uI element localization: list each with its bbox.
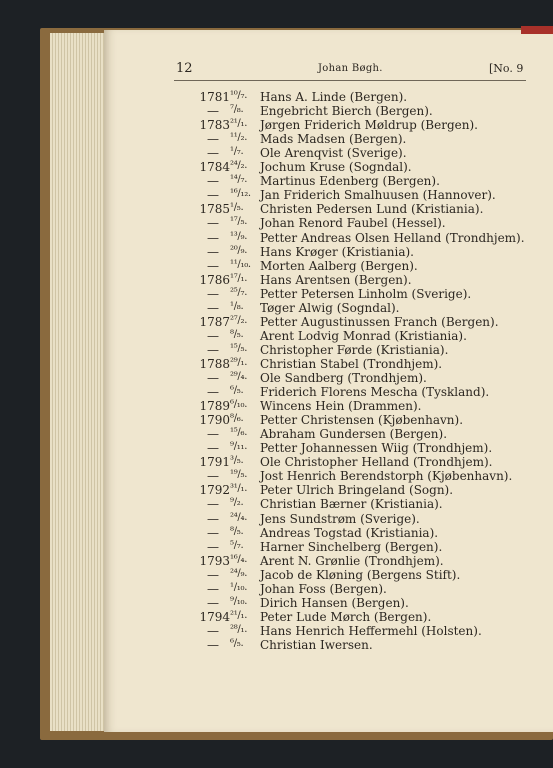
entry-date: ⁶/₅. [230, 637, 244, 649]
entry-date: ²¹/₁. [230, 118, 248, 130]
entry-date: ²⁴/₉. [230, 567, 248, 579]
entry-name: Hans Henrich Heffermehl (Holsten). [260, 623, 482, 638]
entry-date: ⁸/₅. [230, 525, 244, 537]
entry-name: Harner Sinchelberg (Bergen). [260, 539, 443, 554]
entry-date: ⁶/₁₀. [230, 399, 248, 411]
entry-year: — [207, 328, 219, 343]
entry-name: Wincens Hein (Drammen). [260, 399, 422, 414]
entry-date: ¹⁷/₁. [230, 272, 248, 284]
entry-name: Martinus Edenberg (Bergen). [260, 174, 440, 189]
entry-name: Andreas Togstad (Kristiania). [260, 525, 439, 540]
entry-date: ¹⁰/₇. [230, 90, 248, 101]
entry-name: Petter Petersen Linholm (Sverige). [260, 286, 472, 301]
entry-year: — [207, 132, 219, 147]
entry-name: Engebricht Bierch (Bergen). [260, 104, 433, 119]
entry-year: 1786 [199, 272, 230, 287]
entry-date: ³¹/₁. [230, 483, 248, 495]
entry-year: 1794 [199, 609, 230, 624]
entry-year: 1788 [199, 356, 230, 371]
entry-name: Peter Ulrich Bringeland (Sogn). [260, 483, 454, 498]
page-edges [50, 33, 108, 731]
entry-name: Petter Johannessen Wiig (Trondhjem). [260, 441, 493, 456]
entry-year: — [207, 581, 219, 596]
entry-name: Friderich Florens Mescha (Tyskland). [260, 385, 490, 400]
entry-date: ⁹/₁₀. [230, 595, 248, 607]
entry-year: 1783 [199, 118, 230, 133]
entry-date: ¹/₇. [230, 146, 244, 158]
entry-date: ³/₅. [230, 455, 244, 467]
entry-name: Jost Henrich Berendstorph (Kjøbenhavn). [260, 469, 513, 484]
entry-name: Petter Andreas Olsen Helland (Trondhjem). [260, 230, 525, 245]
entry-year: 1781 [199, 90, 230, 104]
entry-year: 1791 [199, 455, 230, 470]
entry-year: — [207, 188, 219, 203]
entry-name: Hans Arentsen (Bergen). [260, 272, 412, 287]
entry-name: Christian Iwersen. [260, 637, 373, 652]
entry-year: 1792 [199, 483, 230, 498]
entry-year: — [207, 637, 219, 652]
entry-date: ¹³/₉. [230, 230, 248, 242]
entry-name: Hans A. Linde (Bergen). [260, 90, 408, 104]
entry-year: — [207, 595, 219, 610]
entry-year: — [207, 216, 219, 231]
entry-date: ¹/₈. [230, 300, 244, 312]
entry-year: — [207, 539, 219, 554]
entry-name: Mads Madsen (Bergen). [260, 132, 407, 147]
entry-name: Dirich Hansen (Bergen). [260, 595, 409, 610]
entry-name: Petter Augustinussen Franch (Bergen). [260, 314, 499, 329]
page-marker-tab [521, 26, 553, 34]
entry-name: Jens Sundstrøm (Sverige). [260, 511, 420, 526]
entry-year: 1787 [199, 314, 230, 329]
entry-year: 1785 [199, 202, 230, 217]
page-number: 12 [176, 61, 193, 76]
entry-date: ¹⁴/₇. [230, 174, 248, 186]
entry-date: ¹⁵/₆. [230, 427, 248, 439]
entry-year: — [207, 567, 219, 582]
entry-date: ⁹/₁₁. [230, 441, 248, 453]
entry-name: Christopher Førde (Kristiania). [260, 342, 449, 357]
entry-year: 1790 [199, 413, 230, 428]
entry-year: — [207, 511, 219, 526]
entry-year: — [207, 342, 219, 357]
entry-name: Abraham Gundersen (Bergen). [260, 427, 448, 442]
entry-year: — [207, 230, 219, 245]
entry-date: ⁹/₂. [230, 497, 244, 509]
entry-date: ¹/₁₀. [230, 581, 248, 593]
entry-year: — [207, 623, 219, 638]
entry-name: Jørgen Friderich Møldrup (Bergen). [260, 118, 478, 133]
entry-date: ²⁴/₄. [230, 511, 248, 523]
entry-year: — [207, 174, 219, 189]
entry-date: ¹⁶/₁₂. [230, 188, 251, 200]
entry-name: Christen Pedersen Lund (Kristiania). [260, 202, 484, 217]
entry-date: ¹/₅. [230, 202, 244, 214]
entry-date: ²⁹/₁. [230, 356, 248, 368]
running-title: Johan Bøgh. [318, 63, 383, 74]
entry-year: — [207, 371, 219, 385]
entry-year: — [207, 441, 219, 456]
entry-name: Christian Bærner (Kristiania). [260, 497, 443, 512]
entry-name: Petter Christensen (Kjøbenhavn). [260, 413, 464, 428]
section-number: [No. 9 [489, 62, 524, 75]
entry-date: ⁶/₅. [230, 385, 244, 397]
entry-name: Morten Aalberg (Bergen). [260, 258, 418, 273]
entry-date: ⁸/₆. [230, 413, 244, 425]
entry-name: Jan Friderich Smalhuusen (Hannover). [260, 188, 496, 203]
entry-date: ¹¹/₂. [230, 132, 248, 144]
entry-date: ²⁸/₁. [230, 623, 248, 635]
entry-name: Tøger Alwig (Sogndal). [260, 300, 400, 315]
header-rule [174, 80, 526, 81]
entry-date: ²⁰/₉. [230, 244, 248, 256]
entry-date: ²⁴/₂. [230, 160, 248, 172]
entry-name: Jochum Kruse (Sogndal). [260, 160, 412, 175]
entry-name: Arent Lodvig Monrad (Kristiania). [260, 328, 467, 343]
entry-year: 1789 [199, 399, 230, 414]
entry-name: Jacob de Kløning (Bergens Stift). [260, 567, 461, 582]
entry-name: Ole Sandberg (Trondhjem). [260, 371, 427, 385]
entry-year: — [207, 497, 219, 512]
entry-name: Hans Krøger (Kristiania). [260, 244, 414, 259]
entry-date: ²⁹/₄. [230, 371, 248, 382]
entry-name: Ole Arenqvist (Sverige). [260, 146, 407, 161]
entry-year: — [207, 244, 219, 259]
entry-year: — [207, 146, 219, 161]
entry-date: ¹⁶/₄. [230, 553, 248, 565]
entry-year: — [207, 104, 219, 119]
entry-date: ²⁵/₇. [230, 286, 248, 298]
entry-date: ⁷/₈. [230, 104, 244, 116]
entry-date: ¹⁷/₅. [230, 216, 248, 228]
entry-year: — [207, 385, 219, 400]
entry-name: Ole Christopher Helland (Trondhjem). [260, 455, 493, 470]
entry-year: 1784 [199, 160, 230, 175]
entry-name: Johan Foss (Bergen). [260, 581, 387, 596]
entry-year: — [207, 469, 219, 484]
entry-date: ⁸/₅. [230, 328, 244, 340]
entry-name: Peter Lude Mørch (Bergen). [260, 609, 432, 624]
entry-date: ¹¹/₁₀. [230, 258, 251, 270]
entry-year: — [207, 427, 219, 442]
entry-date: ²⁷/₂. [230, 314, 248, 326]
entry-date: ¹⁵/₅. [230, 342, 248, 354]
entry-date: ⁵/₇. [230, 539, 244, 551]
entry-year: — [207, 300, 219, 315]
entry-name: Johan Renord Faubel (Hessel). [260, 216, 446, 231]
entry-date: ²¹/₁. [230, 609, 248, 621]
entry-date: ¹⁹/₅. [230, 469, 248, 481]
entry-name: Christian Stabel (Trondhjem). [260, 356, 443, 371]
entry-year: — [207, 258, 219, 273]
entry-name: Arent N. Grønlie (Trondhjem). [260, 553, 444, 568]
entry-year: — [207, 525, 219, 540]
entry-year: — [207, 286, 219, 301]
entry-year: 1793 [199, 553, 230, 568]
